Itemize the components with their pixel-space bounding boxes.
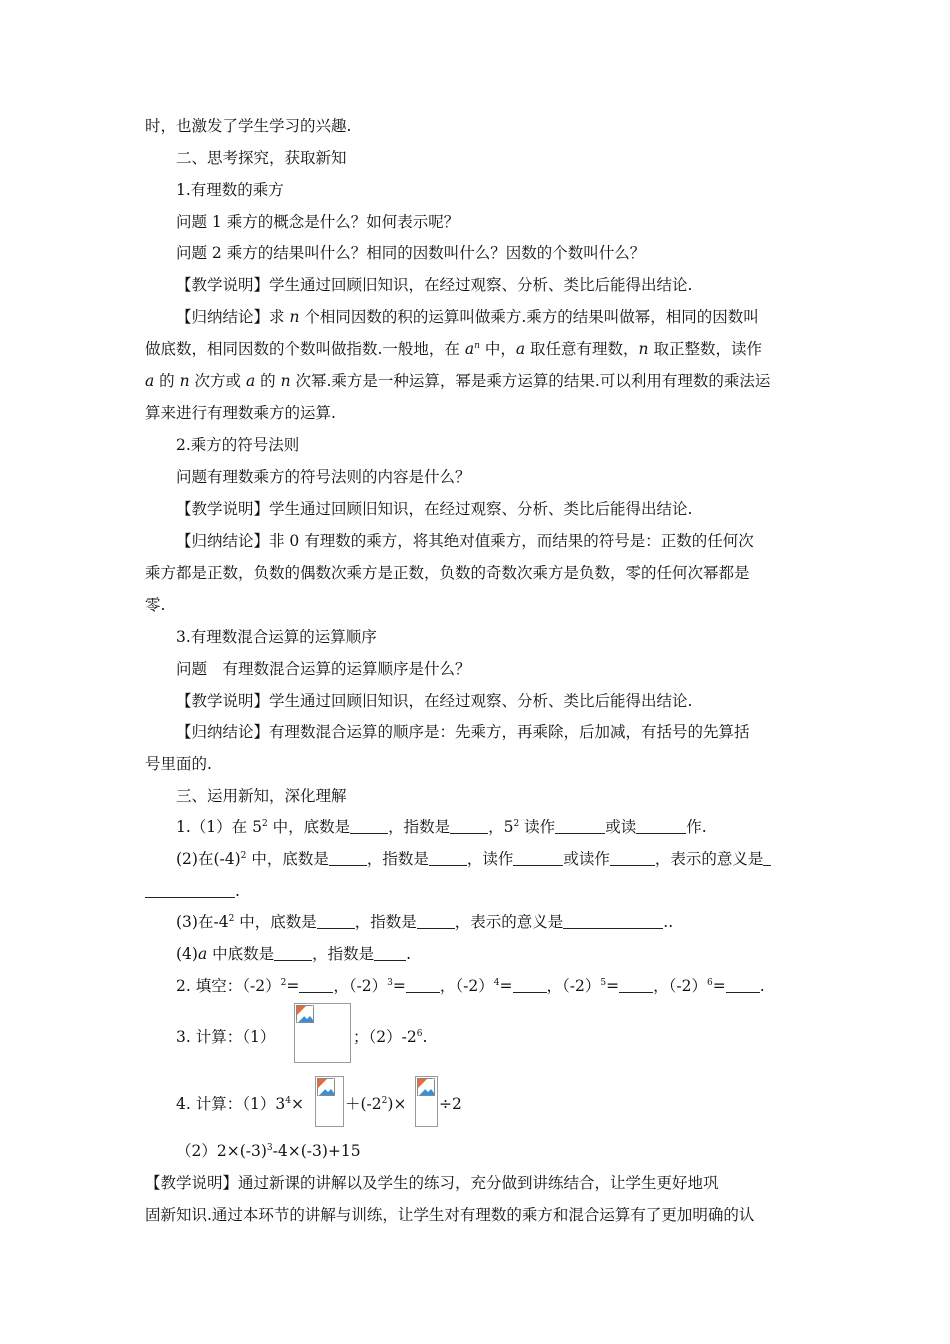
answer-blank — [619, 978, 653, 993]
formula-image-placeholder — [294, 1003, 351, 1063]
answer-blank — [274, 946, 312, 961]
text-line: 时，也激发了学生学习的兴趣. — [145, 117, 352, 135]
exercise-1-2-continued: . — [145, 881, 240, 901]
conclusion-line: 做底数，相同因数的个数叫做指数.一般地，在 $a^n$ 中，a 取任意有理数，n 取正整数，读作 — [145, 340, 762, 358]
exercise-3-part-2: ；$(2)-2^6$. — [353, 1028, 428, 1046]
exercise-1-1: 1.（1）在 $5^2$ 中，底数是 ，指数是 ，$5^2$ 读作 或读 作. — [176, 818, 707, 836]
question: 问题 有理数混合运算的运算顺序是什么？ — [176, 660, 471, 678]
answer-blank — [329, 851, 367, 866]
conclusion-line: 乘方都是正数，负数的偶数次乘方是正数，负数的奇数次乘方是负数，零的任何次幂都是 — [145, 564, 750, 582]
question: 问题有理数乘方的符号法则的内容是什么？ — [176, 468, 471, 486]
answer-blank — [317, 914, 355, 929]
answer-blank — [513, 851, 563, 866]
answer-blank — [145, 883, 235, 898]
answer-blank — [555, 819, 605, 834]
answer-blank — [417, 914, 455, 929]
subsection-heading: 1.有理数的乘方 — [176, 181, 284, 199]
conclusion-line: 算来进行有理数乘方的运算. — [145, 404, 336, 422]
exercise-3-label: 3. 计算：（1） — [176, 1028, 276, 1046]
formula-image-placeholder — [415, 1076, 438, 1127]
section-heading: 二、思考探究，获取新知 — [176, 149, 347, 167]
broken-image-icon — [296, 1005, 314, 1023]
broken-image-icon — [317, 1078, 335, 1096]
exercise-2: 2. 填空：$(-2)^2=$ ，$(-2)^3=$ ，$(-2)^4=$ ，$(-2)^5=$ ，$(-2)^6=$ . — [176, 977, 765, 995]
subsection-heading: 2.乘方的符号法则 — [176, 436, 300, 454]
exercise-1-4: (4)a 中底数是 ，指数是 . — [176, 945, 412, 963]
exercise-4-label: 4. 计算：$(1)3^4\times$ — [176, 1095, 304, 1113]
teaching-note: 【教学说明】学生通过回顾旧知识，在经过观察、分析、类比后能得出结论. — [176, 276, 693, 294]
teaching-note: 【教学说明】通过新课的讲解以及学生的练习，充分做到讲练结合，让学生更好地巩 — [145, 1174, 719, 1192]
conclusion-line: 【归纳结论】求 n 个相同因数的积的运算叫做乘方.乘方的结果叫做幂，相同的因数叫 — [176, 308, 759, 326]
formula-image-placeholder — [315, 1076, 344, 1127]
conclusion-line: 【归纳结论】非 0 有理数的乘方，将其绝对值乘方，而结果的符号是：正数的任何次 — [176, 532, 754, 550]
answer-blank — [726, 978, 760, 993]
conclusion-line: 【归纳结论】有理数混合运算的顺序是：先乘方，再乘除，后加减，有括号的先算括 — [176, 723, 750, 741]
answer-blank — [450, 819, 488, 834]
answer-blank — [350, 819, 388, 834]
section-heading: 三、运用新知，深化理解 — [176, 787, 347, 805]
answer-blank — [513, 978, 547, 993]
conclusion-line: a 的 n 次方或 a 的 n 次幂.乘方是一种运算，幂是乘方运算的结果.可以利用有理数的乘法运 — [145, 372, 771, 390]
exercise-1-2: (2)在$(-4)^2$ 中，底数是 ，指数是 ，读作 或读作 ，表示的意义是 — [176, 849, 771, 869]
answer-blank — [763, 851, 771, 866]
answer-blank — [374, 946, 406, 961]
answer-blank — [610, 851, 655, 866]
teaching-note: 【教学说明】学生通过回顾旧知识，在经过观察、分析、类比后能得出结论. — [176, 500, 693, 518]
answer-blank — [406, 978, 440, 993]
broken-image-icon — [417, 1078, 435, 1096]
question-2: 问题 2 乘方的结果叫什么？相同的因数叫什么？因数的个数叫什么？ — [176, 244, 646, 262]
exercise-4-part-2: $(2)2\times(-3)^3-4\times(-3)+15$ — [176, 1142, 361, 1160]
answer-blank — [429, 851, 467, 866]
conclusion-line: 零. — [145, 596, 166, 614]
teaching-note: 【教学说明】学生通过回顾旧知识，在经过观察、分析、类比后能得出结论. — [176, 692, 693, 710]
exercise-4-middle: $+(-2^2)\times$ — [345, 1095, 407, 1113]
answer-blank — [563, 914, 663, 929]
subsection-heading: 3.有理数混合运算的运算顺序 — [176, 628, 377, 646]
answer-blank — [636, 819, 686, 834]
exercise-4-end: ÷2 — [439, 1095, 462, 1113]
question-1: 问题 1 乘方的概念是什么？如何表示呢？ — [176, 213, 460, 231]
answer-blank — [299, 978, 333, 993]
conclusion-line: 号里面的. — [145, 755, 212, 773]
exercise-1-3: (3)在$-4^2$ 中，底数是 ，指数是 ，表示的意义是 .. — [176, 913, 674, 931]
teaching-note: 固新知识.通过本环节的讲解与训练，让学生对有理数的乘方和混合运算有了更加明确的认 — [145, 1206, 755, 1224]
